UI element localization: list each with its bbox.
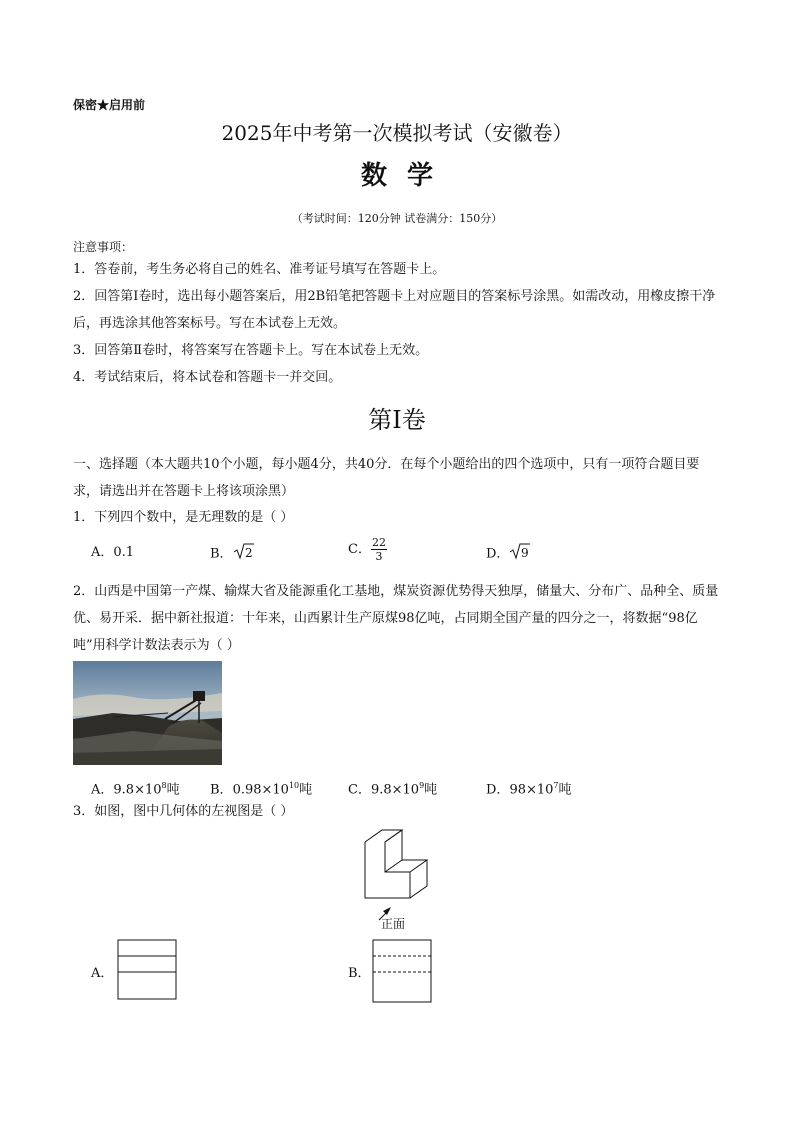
part-title: 第Ⅰ卷: [368, 406, 426, 434]
section-text: （本大题共10个小题，每小题4分，共40分．在每个小题给出的四个选项中，只有一项符合题目要求，请选出并在答题卡上将该项涂黑）: [73, 457, 700, 499]
q3-option-b-label: B．: [348, 966, 371, 981]
q2-option-b: B．$0.98\times 10^{10}$吨: [210, 781, 313, 798]
note-item: 2．回答第Ⅰ卷时，选出每小题答案后，用2B铅笔把答题卡上对应题目的答案标号涂黑。如需改动，用橡皮擦干净后，再选涂其他答案标号。写在本试卷上无效。: [73, 289, 716, 331]
sqrt-symbol: [509, 542, 531, 566]
q1-option-d: D． 9: [486, 542, 531, 566]
notes-heading: 注意事项：: [73, 240, 134, 254]
q2-option-c: C．$9.8\times 10^9$吨: [348, 781, 438, 798]
q1-option-a: A．0.1: [91, 545, 135, 560]
svg-text:9: 9: [521, 546, 530, 560]
confidential-label: 保密★启用前: [73, 98, 146, 112]
note-item: 1．答卷前，考生务必将自己的姓名、准考证号填写在答题卡上。: [73, 262, 446, 277]
question-3-stem: 3．如图，图中几何体的左视图是（ ）: [73, 804, 294, 819]
note-item: 3．回答第Ⅱ卷时，将答案写在答题卡上。写在本试卷上无效。: [73, 343, 429, 358]
question-1-stem: 1．下列四个数中，是无理数的是（ ）: [73, 510, 294, 525]
q3-option-a-label: A．: [91, 966, 114, 981]
q3-option-a-figure: [117, 939, 179, 1007]
section-heading: [73, 451, 723, 505]
question-2-stem: 2．山西是中国第一产煤、输煤大省及能源重化工基地，煤炭资源优势得天独厚，储量大、分布广、品种全、质量优、易开采．据中新社报道：十年来，山西累计生产原煤98亿吨，占同期全国产量的四分之一，将数据“98亿吨”用科学计数法表示为（ ）: [73, 584, 719, 653]
coal-mine-photo: [73, 661, 222, 765]
section-prefix: 一、选择题: [73, 457, 139, 472]
fraction: $\frac{22}{3}$: [371, 536, 386, 563]
svg-text:2: 2: [244, 546, 253, 560]
front-label: 正面: [381, 917, 406, 931]
exam-title: 2025年中考第一次模拟考试（安徽卷）: [221, 121, 573, 145]
subject-title: 数学: [360, 161, 453, 191]
q1-option-c: C． $\frac{22}{3}$: [348, 536, 386, 563]
note-item: 4．考试结束后，将本试卷和答题卡一并交回。: [73, 370, 342, 385]
q2-option-d: D．$98\times 10^7$吨: [486, 781, 572, 798]
q1-option-b: B． 2: [210, 542, 255, 566]
exam-info: （考试时间：120分钟 试卷满分：150分）: [291, 212, 503, 225]
q2-option-a: A．$9.8\times 10^8$吨: [91, 781, 180, 798]
sqrt-symbol: [233, 542, 255, 566]
q3-option-b-figure: [372, 939, 434, 1009]
